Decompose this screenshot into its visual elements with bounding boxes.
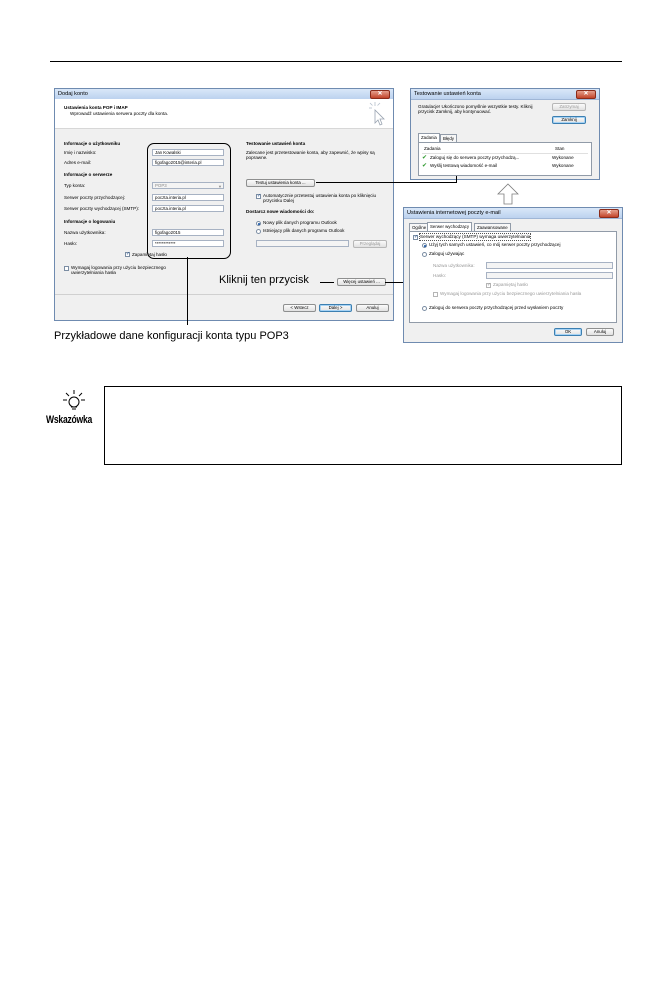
chevron-down-icon: ▼ xyxy=(218,184,222,189)
window-title: Testowanie ustawień konta xyxy=(414,91,481,97)
settings-username-label: Nazwa użytkownika: xyxy=(433,263,475,268)
settings-password-label: Hasło: xyxy=(433,273,447,278)
name-label: Imię i nazwisko: xyxy=(64,150,97,155)
login-before-label: Zaloguj do serwera poczty przychodzącej przed wysłaniem poczty xyxy=(429,305,564,310)
outgoing-server-input[interactable]: poczta.interia.pl xyxy=(152,205,224,212)
cancel-button[interactable]: Anuluj xyxy=(356,304,389,312)
click-here-annotation: Kliknij ten przycisk xyxy=(219,274,309,286)
tip-box xyxy=(104,386,622,465)
tab-errors[interactable]: Błędy xyxy=(440,134,457,142)
button-bar-divider xyxy=(55,294,393,295)
name-input[interactable]: Jan Kowalski xyxy=(152,149,224,156)
status-row-1: Wykonane xyxy=(552,155,574,160)
annotation-pointer-line xyxy=(320,282,334,283)
remember-password-label: Zapamiętaj hasło xyxy=(132,252,167,257)
account-type-select[interactable]: POP3 xyxy=(152,182,224,189)
header-subtitle: Wprowadź ustawienia serwera poczty dla konta. xyxy=(70,111,169,116)
settings-username-input[interactable] xyxy=(486,262,613,269)
task-row-1: Zaloguj się do serwera poczty przychodzą... xyxy=(430,155,520,160)
task-row-2: Wyślij testową wiadomość e-mail xyxy=(430,163,498,168)
username-label: Nazwa użytkownika: xyxy=(64,230,106,235)
tab-general[interactable]: Ogólne xyxy=(409,223,429,231)
check-icon: ✔ xyxy=(422,163,428,169)
spa-label: Wymagaj logowania przy użyciu bezpiecznego uwierzytelniania hasła xyxy=(71,265,166,276)
status-column-header: Stan xyxy=(555,146,565,151)
lightbulb-icon xyxy=(60,389,88,413)
settings-window-titlebar xyxy=(404,208,622,219)
auto-test-checkbox[interactable]: ✓ xyxy=(257,193,262,199)
incoming-server-label: Serwer poczty przychodzącej: xyxy=(64,195,126,200)
email-input[interactable]: figofago2015@interia.pl xyxy=(152,159,224,166)
same-settings-label: Użyj tych samych ustawień, co mój serwer poczty przychodzącej xyxy=(429,242,561,247)
test-section-heading: Testowanie ustawień konta xyxy=(246,141,306,146)
settings-cancel-button[interactable]: Anuluj xyxy=(586,328,614,336)
settings-remember-label: Zapamiętaj hasło xyxy=(493,282,528,287)
connector-settings-line xyxy=(385,282,403,283)
test-settings-button[interactable]: Testuj ustawienia konta ... xyxy=(246,179,315,187)
figure-caption: Przykładowe dane konfiguracji konta typu POP3 xyxy=(54,330,289,342)
test-result-message: Gratulacje! Ukończono pomyślnie wszystkie testy. Kliknij przycisk Zamknij, aby kontynuować. xyxy=(418,104,533,115)
existing-pst-label: Istniejący plik danych programu Outlook xyxy=(263,228,345,233)
server-section-heading: Informacje o serwerze xyxy=(64,172,113,177)
smtp-auth-label: Serwer wychodzący (SMTP) wymaga uwierzytelniania xyxy=(420,234,531,239)
spa-checkbox[interactable] xyxy=(64,266,69,271)
close-dialog-button[interactable]: Zamknij xyxy=(552,116,586,124)
tasks-panel xyxy=(418,142,592,176)
existing-pst-path[interactable] xyxy=(256,240,349,247)
username-input[interactable]: figofago2015 xyxy=(152,229,224,236)
highlight-frame xyxy=(147,143,231,259)
auto-test-label: Automatycznie przetestuj ustawienia konta po kliknięciu przycisku Dalej xyxy=(263,193,377,204)
account-type-label: Typ konta: xyxy=(64,183,86,188)
password-label: Hasło: xyxy=(64,241,78,246)
tab-outgoing-server[interactable]: Serwer wychodzący xyxy=(427,222,472,231)
close-button[interactable]: ✕ xyxy=(370,90,390,99)
highlight-pointer-line xyxy=(187,257,188,325)
close-button[interactable]: ✕ xyxy=(599,209,619,218)
login-using-label: Zaloguj używając xyxy=(429,251,465,256)
connector-test-line-up xyxy=(456,176,457,183)
settings-remember-checkbox[interactable]: ✓ xyxy=(487,282,492,288)
wizard-header xyxy=(55,99,393,129)
settings-spa-label: Wymagaj logowania przy użyciu bezpiecznego uwierzytelniania hasła xyxy=(440,291,582,296)
login-before-radio[interactable] xyxy=(422,306,427,311)
email-label: Adres e-mail: xyxy=(64,160,92,165)
outgoing-server-panel xyxy=(409,231,617,323)
settings-spa-checkbox[interactable] xyxy=(433,292,438,297)
status-row-2: Wykonane xyxy=(552,163,574,168)
user-section-heading: Informacje o użytkowniku xyxy=(64,141,121,146)
test-window-titlebar xyxy=(411,89,599,100)
window-title: Dodaj konto xyxy=(58,91,88,97)
remember-password-checkbox[interactable]: ✓ xyxy=(126,251,131,257)
tab-tasks[interactable]: Zadania xyxy=(418,133,440,142)
new-pst-label: Nowy plik danych programu Outlook xyxy=(263,220,337,225)
test-settings-window xyxy=(410,88,600,180)
back-button[interactable]: < Wstecz xyxy=(283,304,316,312)
test-description: Zalecane jest przetestowanie konta, aby zapewnić, że wpisy są poprawne. xyxy=(246,150,375,161)
login-using-radio[interactable] xyxy=(422,252,427,257)
outgoing-server-label: Serwer poczty wychodzącej (SMTP): xyxy=(64,206,140,211)
tasks-column-header: Zadania xyxy=(424,146,441,151)
browse-button[interactable]: Przeglądaj xyxy=(353,240,387,248)
page-header-rule xyxy=(50,61,622,62)
more-settings-button[interactable]: Więcej ustawień ... xyxy=(337,278,386,286)
email-settings-window xyxy=(403,207,623,343)
ok-button[interactable]: OK xyxy=(554,328,582,336)
existing-pst-radio[interactable] xyxy=(256,229,261,234)
same-settings-radio[interactable] xyxy=(422,243,427,248)
tip-label: Wskazówka xyxy=(46,414,93,426)
close-button[interactable]: ✕ xyxy=(576,90,596,99)
next-button[interactable]: Dalej > xyxy=(319,304,352,312)
smtp-auth-checkbox[interactable]: ✓ xyxy=(414,234,419,240)
incoming-server-input[interactable]: poczta.interia.pl xyxy=(152,194,224,201)
window-title: Ustawienia internetowej poczty e-mail xyxy=(407,210,501,216)
deliver-section-heading: Dostarcz nowe wiadomości do: xyxy=(246,209,315,214)
tab-advanced[interactable]: Zaawansowane xyxy=(474,223,511,231)
settings-password-input[interactable] xyxy=(486,272,613,279)
header-divider xyxy=(422,153,588,154)
password-input[interactable]: ************ xyxy=(152,240,224,247)
up-arrow-icon xyxy=(497,183,519,205)
login-section-heading: Informacje o logowaniu xyxy=(64,219,116,224)
new-pst-radio[interactable] xyxy=(256,221,261,226)
connector-test-line xyxy=(316,182,456,183)
check-icon: ✔ xyxy=(422,155,428,161)
stop-button[interactable]: Zatrzymaj xyxy=(552,103,586,111)
header-title: Ustawienia konta POP i IMAP xyxy=(64,105,128,110)
cursor-sparkle-icon xyxy=(367,101,389,127)
